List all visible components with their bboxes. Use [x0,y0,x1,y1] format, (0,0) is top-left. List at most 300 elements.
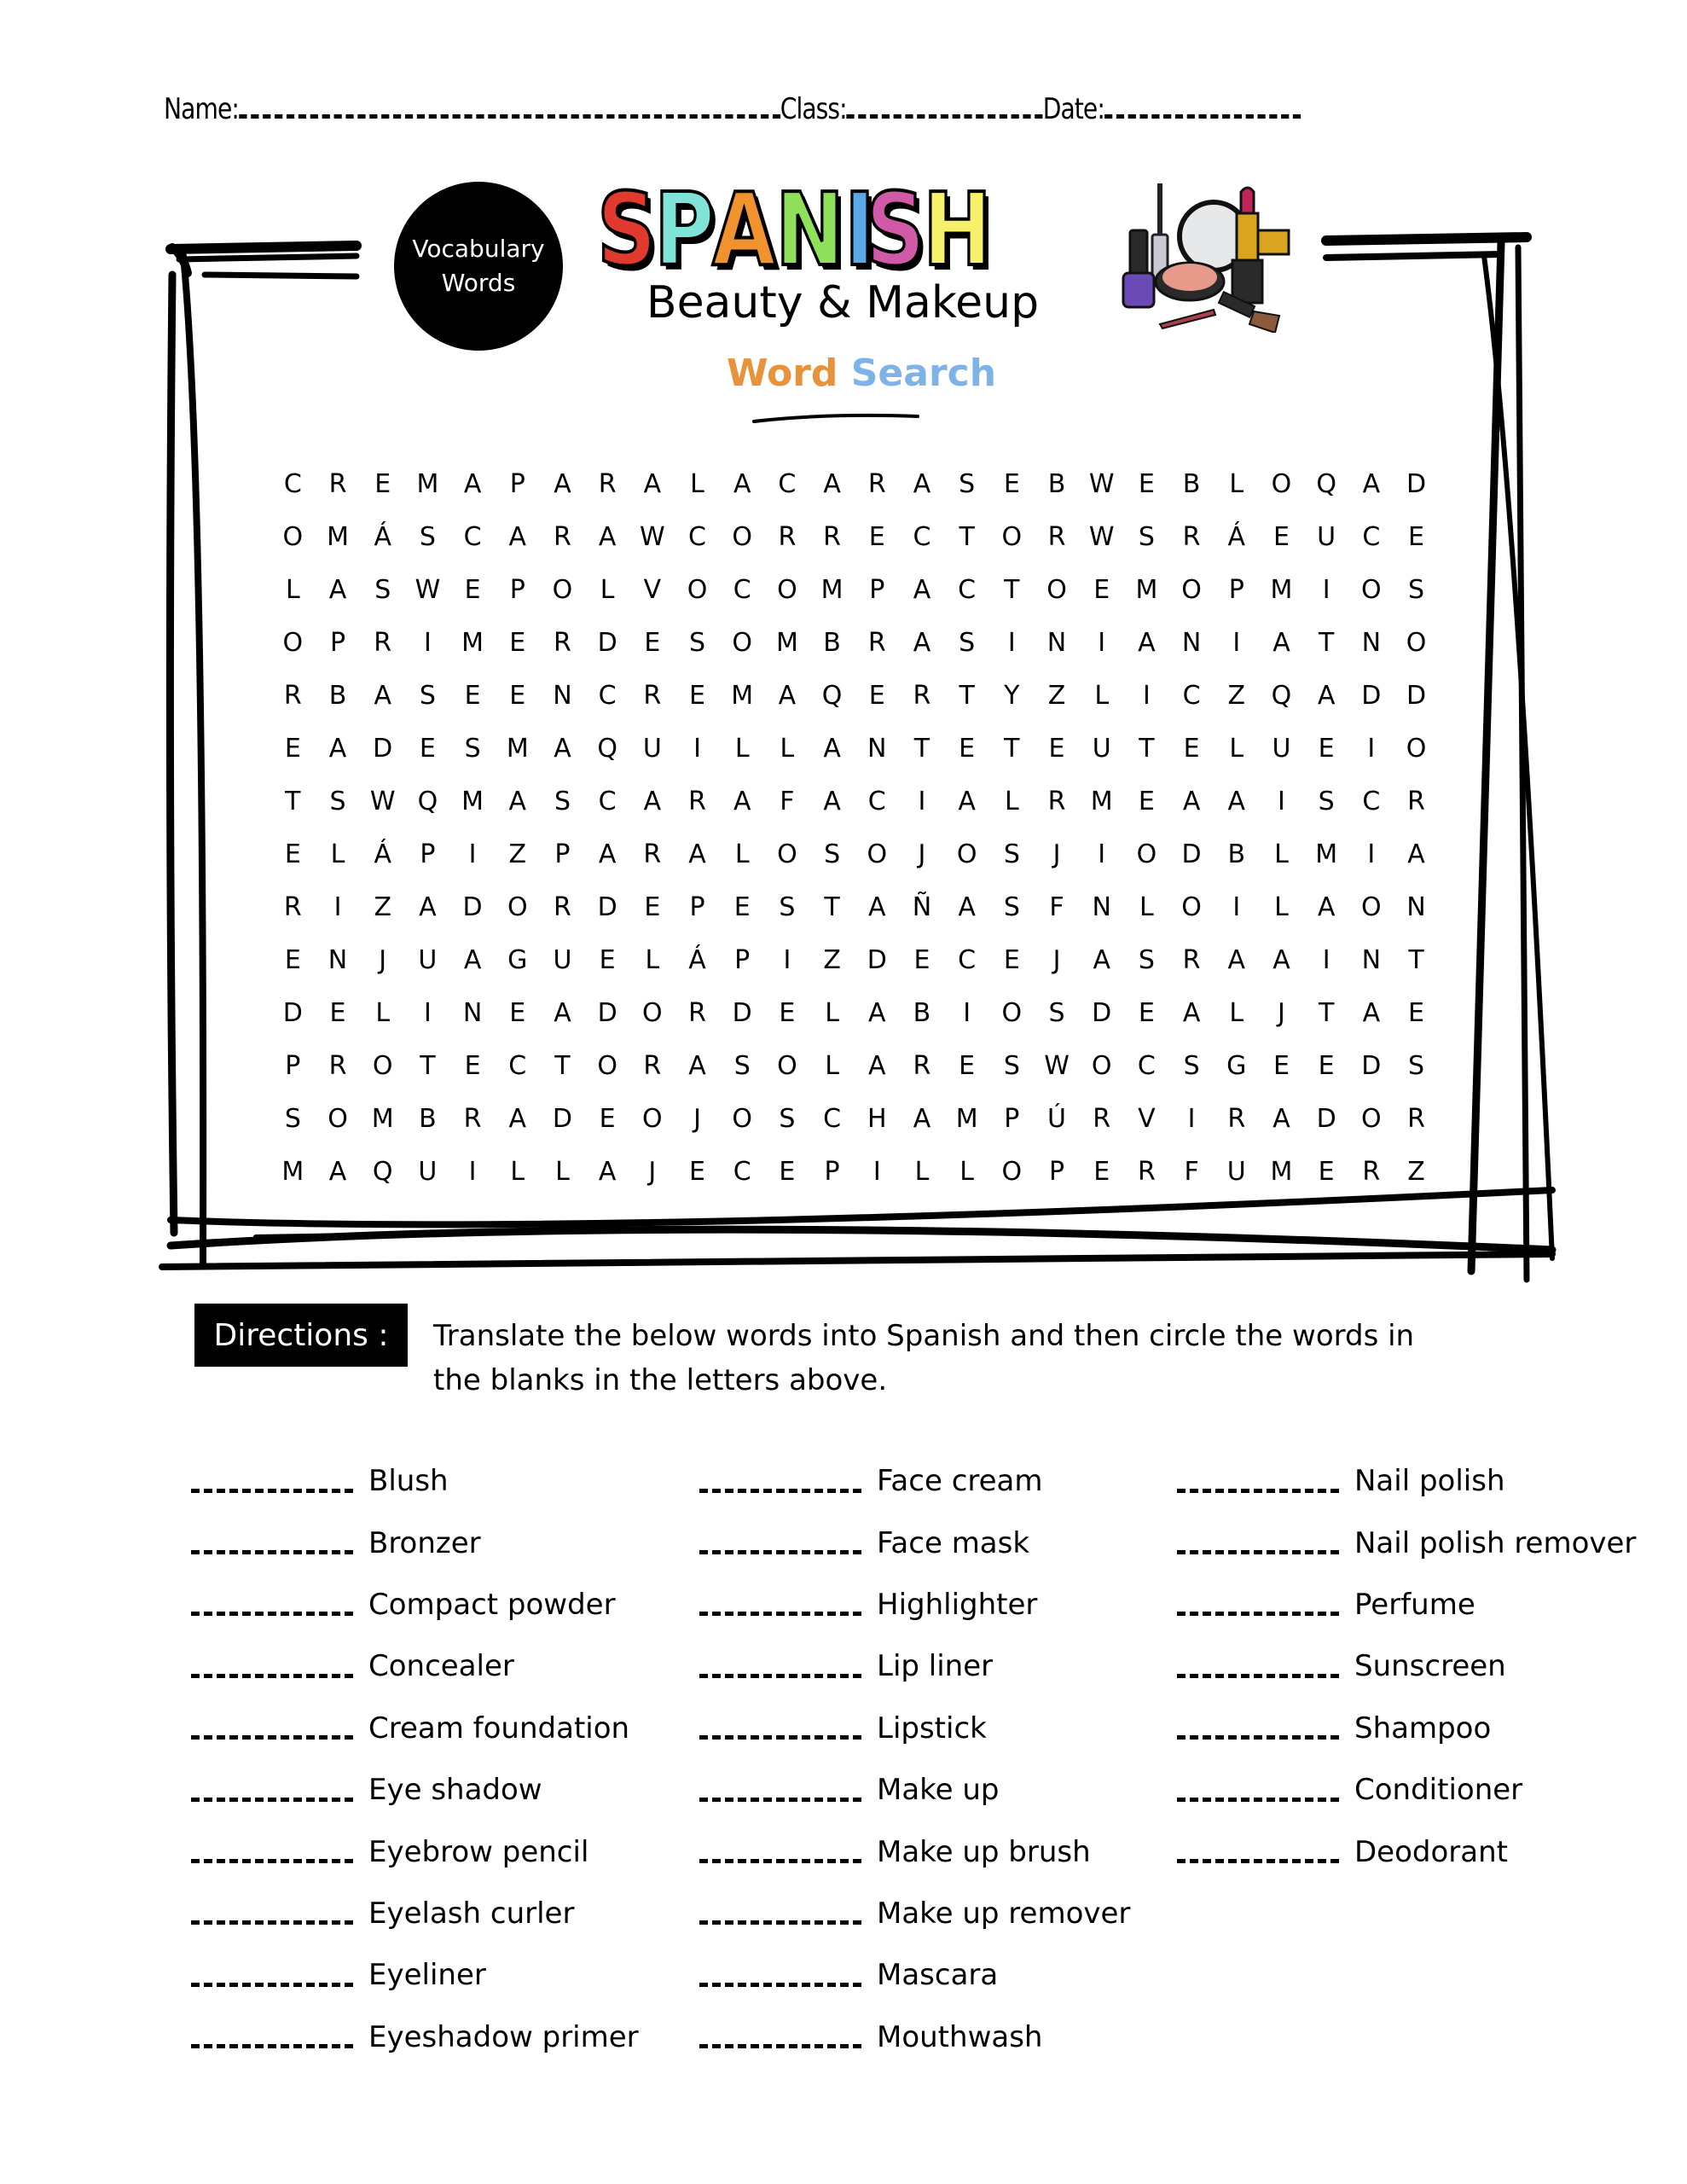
grid-letter[interactable]: P [689,892,705,922]
grid-letter[interactable]: T [1318,997,1335,1028]
grid-letter[interactable]: A [913,574,931,605]
grid-letter[interactable]: N [328,944,348,975]
grid-letter[interactable]: S [779,892,796,922]
grid-letter[interactable]: S [1003,892,1020,922]
grid-letter[interactable]: J [918,839,926,869]
grid-letter[interactable]: C [688,521,706,552]
grid-letter[interactable]: R [554,892,571,922]
grid-letter[interactable]: E [509,680,526,711]
answer-blank[interactable] [699,1983,861,1987]
grid-letter[interactable]: E [1318,1156,1335,1187]
grid-letter[interactable]: I [963,997,971,1028]
grid-letter[interactable]: J [1278,997,1285,1028]
grid-letter[interactable]: A [823,468,841,499]
grid-letter[interactable]: C [1362,521,1381,552]
grid-letter[interactable]: I [1142,680,1151,711]
grid-letter[interactable]: B [1227,839,1246,869]
grid-letter[interactable]: R [1093,1103,1111,1134]
grid-letter[interactable]: A [1407,839,1425,869]
answer-blank[interactable] [699,1550,861,1554]
grid-letter[interactable]: Z [1047,680,1066,711]
grid-letter[interactable]: U [1272,733,1291,764]
grid-letter[interactable]: I [1278,786,1285,816]
grid-letter[interactable]: Q [1316,468,1336,499]
grid-letter[interactable]: C [283,468,302,499]
grid-letter[interactable]: B [913,997,931,1028]
grid-letter[interactable]: E [913,944,930,975]
grid-letter[interactable]: M [955,1103,978,1134]
grid-letter[interactable]: T [824,892,840,922]
grid-letter[interactable]: E [1408,521,1425,552]
grid-letter[interactable]: E [464,574,481,605]
grid-letter[interactable]: R [867,468,886,499]
grid-letter[interactable]: D [1361,680,1382,711]
grid-letter[interactable]: T [1004,574,1020,605]
grid-letter[interactable]: S [329,786,346,816]
grid-letter[interactable]: S [1183,1050,1200,1081]
grid-letter[interactable]: A [823,733,841,764]
grid-letter[interactable]: U [1092,733,1111,764]
grid-letter[interactable]: T [959,680,975,711]
grid-letter[interactable]: C [1362,786,1381,816]
grid-letter[interactable]: P [509,468,525,499]
grid-letter[interactable]: A [419,892,437,922]
grid-letter[interactable]: D [1406,680,1427,711]
grid-letter[interactable]: A [688,1050,706,1081]
grid-letter[interactable]: C [463,521,482,552]
grid-letter[interactable]: T [420,1050,436,1081]
grid-letter[interactable]: R [374,627,392,658]
grid-letter[interactable]: A [868,892,886,922]
grid-letter[interactable]: T [554,1050,571,1081]
grid-letter[interactable]: E [1003,944,1020,975]
grid-letter[interactable]: I [1367,733,1376,764]
answer-blank[interactable] [1177,1489,1339,1493]
grid-letter[interactable]: U [418,1156,438,1187]
answer-blank[interactable] [699,2044,861,2048]
grid-letter[interactable]: R [328,468,347,499]
grid-letter[interactable]: P [1048,1156,1065,1187]
grid-letter[interactable]: Q [417,786,438,816]
grid-letter[interactable]: A [554,733,571,764]
grid-letter[interactable]: A [328,574,347,605]
grid-letter[interactable]: D [552,1103,573,1134]
grid-letter[interactable]: O [1406,627,1427,658]
grid-letter[interactable]: S [374,574,391,605]
grid-letter[interactable]: A [598,1156,617,1187]
grid-letter[interactable]: M [416,468,439,499]
grid-letter[interactable]: R [1407,1103,1425,1134]
grid-letter[interactable]: M [461,627,484,658]
grid-letter[interactable]: C [958,574,977,605]
grid-letter[interactable]: O [372,1050,393,1081]
grid-letter[interactable]: E [689,1156,706,1187]
grid-letter[interactable]: C [598,786,617,816]
answer-blank[interactable] [191,1550,353,1554]
answer-blank[interactable] [191,1489,353,1493]
grid-letter[interactable]: B [328,680,347,711]
grid-letter[interactable]: Á [688,944,706,975]
grid-letter[interactable]: O [1271,468,1292,499]
grid-letter[interactable]: O [1046,574,1067,605]
grid-letter[interactable]: E [419,733,436,764]
grid-letter[interactable]: O [1181,574,1202,605]
grid-letter[interactable]: L [600,574,615,605]
grid-letter[interactable]: L [1229,733,1244,764]
grid-letter[interactable]: E [284,733,301,764]
grid-letter[interactable]: A [463,944,482,975]
grid-letter[interactable]: I [1367,839,1376,869]
grid-letter[interactable]: S [1003,1050,1020,1081]
grid-letter[interactable]: S [464,733,481,764]
grid-letter[interactable]: W [1088,468,1115,499]
grid-letter[interactable]: A [913,627,931,658]
grid-letter[interactable]: O [597,1050,617,1081]
grid-letter[interactable]: O [1361,574,1382,605]
grid-letter[interactable]: E [374,468,391,499]
grid-letter[interactable]: G [1226,1050,1247,1081]
grid-letter[interactable]: D [597,627,617,658]
grid-letter[interactable]: W [640,521,665,552]
grid-letter[interactable]: O [1361,892,1382,922]
grid-letter[interactable]: R [1407,786,1425,816]
grid-letter[interactable]: Á [1227,521,1246,552]
grid-letter[interactable]: O [1001,1156,1023,1187]
grid-letter[interactable]: L [285,574,300,605]
grid-letter[interactable]: A [733,786,751,816]
grid-letter[interactable]: R [1362,1156,1381,1187]
grid-letter[interactable]: N [1092,892,1111,922]
grid-letter[interactable]: E [1272,521,1290,552]
grid-letter[interactable]: A [1272,1103,1290,1134]
grid-letter[interactable]: I [1322,944,1330,975]
grid-letter[interactable]: O [642,1103,663,1134]
grid-letter[interactable]: V [1138,1103,1156,1134]
grid-letter[interactable]: D [1181,839,1202,869]
grid-letter[interactable]: M [775,627,798,658]
grid-letter[interactable]: M [327,521,349,552]
grid-letter[interactable]: U [642,733,662,764]
grid-letter[interactable]: O [777,1050,797,1081]
answer-blank[interactable] [699,1920,861,1925]
grid-letter[interactable]: A [554,468,571,499]
grid-letter[interactable]: E [733,892,751,922]
grid-letter[interactable]: C [1182,680,1201,711]
grid-letter[interactable]: Q [821,680,843,711]
grid-letter[interactable]: I [872,1156,881,1187]
grid-letter[interactable]: S [824,839,841,869]
grid-letter[interactable]: E [509,627,526,658]
grid-letter[interactable]: T [1004,733,1020,764]
answer-blank[interactable] [699,1674,861,1678]
answer-blank[interactable] [699,1798,861,1802]
grid-letter[interactable]: A [1182,786,1201,816]
grid-letter[interactable]: O [956,839,977,869]
grid-letter[interactable]: S [1048,997,1065,1028]
grid-letter[interactable]: I [333,892,342,922]
grid-letter[interactable]: W [369,786,396,816]
grid-letter[interactable]: Q [1271,680,1292,711]
answer-blank[interactable] [191,1674,353,1678]
grid-letter[interactable]: N [553,680,572,711]
grid-letter[interactable]: N [1181,627,1202,658]
grid-letter[interactable]: O [1136,839,1157,869]
grid-letter[interactable]: L [1004,786,1019,816]
grid-letter[interactable]: A [1317,892,1336,922]
grid-letter[interactable]: M [1270,1156,1293,1187]
grid-letter[interactable]: D [732,997,752,1028]
grid-letter[interactable]: N [1406,892,1426,922]
grid-letter[interactable]: I [1187,1103,1196,1134]
grid-letter[interactable]: R [283,680,302,711]
answer-blank[interactable] [1177,1550,1339,1554]
grid-letter[interactable]: W [1088,521,1115,552]
grid-letter[interactable]: B [419,1103,437,1134]
answer-blank[interactable] [1177,1798,1339,1802]
grid-letter[interactable]: Q [372,1156,393,1187]
grid-letter[interactable]: T [285,786,301,816]
grid-letter[interactable]: E [329,997,346,1028]
grid-letter[interactable]: A [1272,944,1290,975]
grid-letter[interactable]: O [328,1103,348,1134]
grid-letter[interactable]: O [732,627,753,658]
grid-letter[interactable]: R [554,521,571,552]
grid-letter[interactable]: R [913,1050,931,1081]
grid-letter[interactable]: W [1044,1050,1070,1081]
grid-letter[interactable]: L [1274,839,1289,869]
grid-letter[interactable]: C [867,786,886,816]
grid-letter[interactable]: R [1182,944,1201,975]
grid-letter[interactable]: D [1316,1103,1336,1134]
grid-letter[interactable]: C [913,521,931,552]
grid-letter[interactable]: L [330,839,345,869]
grid-letter[interactable]: R [1182,521,1201,552]
grid-letter[interactable]: S [689,627,706,658]
grid-letter[interactable]: S [959,627,976,658]
grid-letter[interactable]: S [1003,839,1020,869]
grid-letter[interactable]: S [1408,574,1425,605]
grid-letter[interactable]: Z [508,839,527,869]
grid-letter[interactable]: D [597,892,617,922]
grid-letter[interactable]: D [282,997,303,1028]
grid-letter[interactable]: A [1272,627,1290,658]
grid-letter[interactable]: I [1232,892,1241,922]
grid-letter[interactable]: E [599,1103,616,1134]
grid-letter[interactable]: I [1322,574,1330,605]
grid-letter[interactable]: I [1098,627,1106,658]
grid-letter[interactable]: E [868,521,885,552]
class-field[interactable] [847,109,1043,119]
grid-letter[interactable]: A [643,786,662,816]
grid-letter[interactable]: S [779,1103,796,1134]
grid-letter[interactable]: I [468,839,477,869]
grid-letter[interactable]: T [1318,627,1335,658]
answer-blank[interactable] [699,1612,861,1616]
grid-letter[interactable]: O [867,839,888,869]
grid-letter[interactable]: S [419,521,436,552]
grid-letter[interactable]: R [643,839,662,869]
grid-letter[interactable]: E [1318,733,1335,764]
grid-letter[interactable]: P [285,1050,301,1081]
grid-letter[interactable]: E [779,997,796,1028]
answer-blank[interactable] [699,1735,861,1740]
grid-letter[interactable]: E [1138,997,1155,1028]
grid-letter[interactable]: O [1091,1050,1112,1081]
grid-letter[interactable]: A [868,997,886,1028]
grid-letter[interactable]: O [1001,521,1023,552]
grid-letter[interactable]: C [598,680,617,711]
grid-letter[interactable]: A [508,1103,527,1134]
grid-letter[interactable]: E [1048,733,1065,764]
answer-blank[interactable] [191,2044,353,2048]
grid-letter[interactable]: E [1318,1050,1335,1081]
grid-letter[interactable]: T [1408,944,1424,975]
grid-letter[interactable]: O [552,574,573,605]
grid-letter[interactable]: A [328,733,347,764]
grid-letter[interactable]: D [597,997,617,1028]
grid-letter[interactable]: O [1001,997,1023,1028]
grid-letter[interactable]: I [783,944,791,975]
grid-letter[interactable]: A [1227,944,1246,975]
answer-blank[interactable] [699,1859,861,1863]
grid-letter[interactable]: O [777,574,797,605]
grid-letter[interactable]: L [1229,997,1244,1028]
grid-letter[interactable]: D [462,892,483,922]
grid-letter[interactable]: L [780,733,795,764]
grid-letter[interactable]: R [463,1103,482,1134]
grid-letter[interactable]: Ú [1047,1103,1067,1134]
grid-letter[interactable]: H [867,1103,887,1134]
grid-letter[interactable]: E [1408,997,1425,1028]
grid-letter[interactable]: R [688,786,706,816]
grid-letter[interactable]: Ñ [912,892,932,922]
grid-letter[interactable]: A [1227,786,1246,816]
answer-blank[interactable] [1177,1674,1339,1678]
grid-letter[interactable]: L [690,468,704,499]
grid-letter[interactable]: A [508,786,527,816]
grid-letter[interactable]: F [1049,892,1064,922]
answer-blank[interactable] [191,1735,353,1740]
grid-letter[interactable]: S [1408,1050,1425,1081]
grid-letter[interactable]: A [733,468,751,499]
grid-letter[interactable]: I [423,997,432,1028]
grid-letter[interactable]: R [823,521,842,552]
grid-letter[interactable]: V [643,574,662,605]
grid-letter[interactable]: P [1228,574,1244,605]
grid-letter[interactable]: M [820,574,844,605]
grid-letter[interactable]: L [375,997,391,1028]
grid-letter[interactable]: A [1362,997,1381,1028]
grid-letter[interactable]: D [1361,1050,1382,1081]
grid-letter[interactable]: M [1270,574,1293,605]
grid-letter[interactable]: S [1138,521,1155,552]
grid-letter[interactable]: N [1361,944,1382,975]
grid-letter[interactable]: D [867,944,887,975]
grid-letter[interactable]: L [914,1156,930,1187]
name-field[interactable] [239,109,780,119]
grid-letter[interactable]: P [1004,1103,1020,1134]
grid-letter[interactable]: S [1318,786,1335,816]
grid-letter[interactable]: M [371,1103,394,1134]
grid-letter[interactable]: N [1046,627,1067,658]
grid-letter[interactable]: P [734,944,751,975]
grid-letter[interactable]: I [918,786,926,816]
answer-blank[interactable] [1177,1735,1339,1740]
grid-letter[interactable]: Y [1004,680,1020,711]
grid-letter[interactable]: E [959,733,976,764]
grid-letter[interactable]: A [1138,627,1156,658]
grid-letter[interactable]: M [731,680,754,711]
grid-letter[interactable]: L [734,839,750,869]
grid-letter[interactable]: E [868,680,885,711]
grid-letter[interactable]: L [825,997,839,1028]
grid-letter[interactable]: P [554,839,571,869]
grid-letter[interactable]: E [509,997,526,1028]
grid-letter[interactable]: R [554,627,571,658]
grid-letter[interactable]: R [643,680,662,711]
grid-letter[interactable]: A [688,839,706,869]
grid-letter[interactable]: C [733,1156,751,1187]
grid-letter[interactable]: U [1226,1156,1246,1187]
grid-letter[interactable]: R [1137,1156,1156,1187]
grid-letter[interactable]: O [282,521,304,552]
grid-letter[interactable]: E [464,680,481,711]
grid-letter[interactable]: E [599,944,616,975]
grid-letter[interactable]: Á [374,521,391,552]
grid-letter[interactable]: J [648,1156,657,1187]
grid-letter[interactable]: A [1093,944,1110,975]
grid-letter[interactable]: O [642,997,663,1028]
grid-letter[interactable]: D [1406,468,1427,499]
grid-letter[interactable]: C [823,1103,842,1134]
grid-letter[interactable]: Z [374,892,391,922]
grid-letter[interactable]: P [420,839,436,869]
grid-letter[interactable]: W [415,574,441,605]
grid-letter[interactable]: S [959,468,976,499]
grid-letter[interactable]: R [598,468,617,499]
grid-letter[interactable]: D [373,733,393,764]
answer-blank[interactable] [191,1798,353,1802]
grid-letter[interactable]: E [1183,733,1200,764]
date-field[interactable] [1104,109,1301,119]
grid-letter[interactable]: M [1090,786,1113,816]
grid-letter[interactable]: A [554,997,571,1028]
grid-letter[interactable]: S [1138,944,1155,975]
grid-letter[interactable]: E [284,944,301,975]
grid-letter[interactable]: L [645,944,660,975]
grid-letter[interactable]: E [1003,468,1020,499]
grid-letter[interactable]: I [423,627,432,658]
grid-letter[interactable]: R [1047,521,1066,552]
grid-letter[interactable]: O [507,892,528,922]
grid-letter[interactable]: G [507,944,528,975]
grid-letter[interactable]: Z [1407,1156,1425,1187]
grid-letter[interactable]: E [779,1156,796,1187]
grid-letter[interactable]: L [959,1156,975,1187]
grid-letter[interactable]: A [913,1103,931,1134]
grid-letter[interactable]: R [778,521,797,552]
grid-letter[interactable]: O [732,1103,753,1134]
grid-letter[interactable]: T [913,733,930,764]
grid-letter[interactable]: E [464,1050,481,1081]
grid-letter[interactable]: A [643,468,662,499]
grid-letter[interactable]: B [1047,468,1066,499]
grid-letter[interactable]: O [1361,1103,1382,1134]
answer-blank[interactable] [1177,1612,1339,1616]
grid-letter[interactable]: J [379,944,387,975]
grid-letter[interactable]: I [1007,627,1016,658]
grid-letter[interactable]: Z [823,944,841,975]
